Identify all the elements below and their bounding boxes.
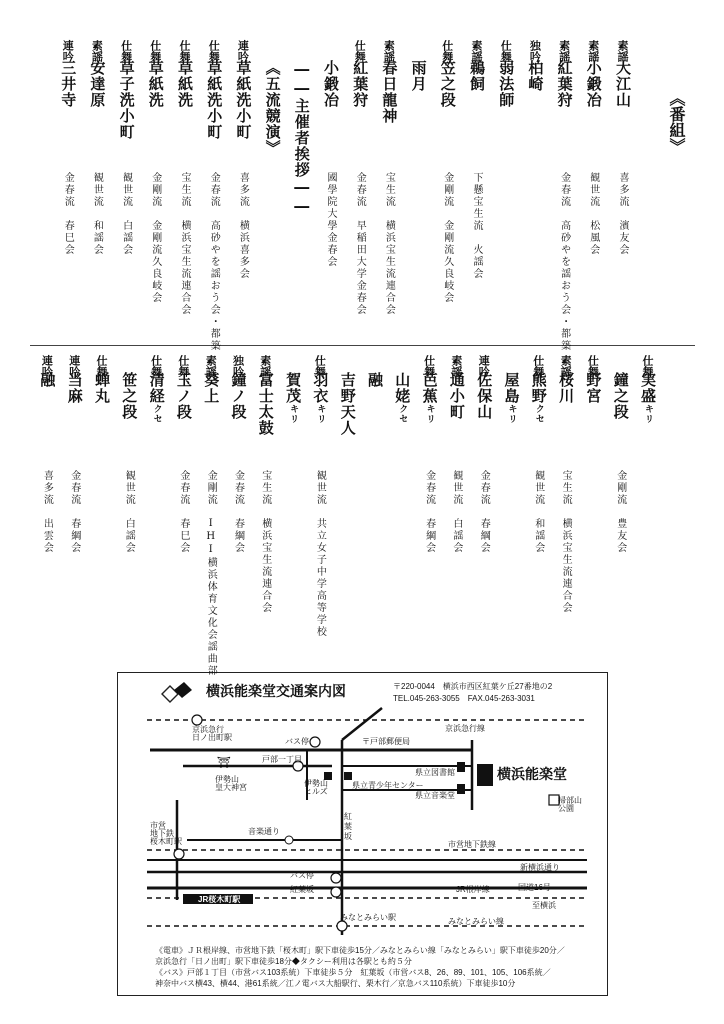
program-school: 喜多流 横浜喜多会 [237, 172, 249, 280]
program-title-text: 草紙洗 [146, 60, 165, 108]
program-title-text: 芭蕉 [420, 372, 439, 404]
program-school: 金春流 春巳会 [177, 470, 189, 554]
label-youth: 県立青少年センター [352, 781, 424, 790]
program-title-text: 柏崎 [526, 60, 545, 92]
program-title-text: 玉ノ段 [174, 372, 193, 420]
program-title-text: 雨月 [409, 60, 428, 92]
program-title-suffix: キリ [315, 404, 326, 424]
program-kind: 仕舞 [176, 355, 190, 377]
map-title: 横浜能楽堂交通案内図 [206, 683, 346, 699]
program-title [258, 372, 273, 436]
program-title-text: 鐘ノ段 [229, 372, 248, 420]
program-kind: 素謡 [586, 40, 600, 62]
label-tobe1: 戸部一丁目 [262, 755, 302, 764]
program-title-suffix: クセ [533, 404, 544, 424]
program-school: 金春流 早稲田大学金春会 [354, 172, 366, 316]
program-kind: 仕舞 [178, 40, 191, 62]
program-title-text: 草紙洗小町 [205, 60, 224, 140]
program-title-text: 桜川 [557, 372, 576, 404]
program-kind: 素謡 [557, 40, 571, 62]
program-kind: 素謡 [449, 355, 463, 377]
program-title-suffix: クセ [397, 404, 408, 424]
program-title [584, 372, 603, 404]
program-title-text: 紅葉狩 [351, 60, 370, 108]
program-title-text: 賀茂 [284, 372, 303, 404]
program-school: 下懸宝生流 火謡会 [471, 172, 482, 280]
program-title [119, 60, 134, 140]
label-kamonyama: 掃部山 公園 [558, 796, 582, 813]
post-office-icon [285, 836, 293, 844]
program-kind: 連吟 [40, 355, 54, 377]
program-title [440, 60, 455, 108]
label-shinyokohama: 新横浜通り [520, 863, 560, 872]
program-kind: 独吟 [528, 40, 542, 62]
subway-station-icon [174, 849, 184, 859]
jr-bus-icon [331, 887, 341, 897]
program-kind: 仕舞 [149, 355, 163, 377]
label-mm-line: みなとみらい線 [448, 917, 504, 926]
program-title [120, 372, 139, 420]
label-ongaku: 音楽通り [248, 827, 280, 836]
program-title-text: 吉野天人 [338, 372, 357, 436]
program-school: 宝生流 横浜宝生流連合会 [560, 470, 572, 614]
program-kind: 仕舞 [422, 355, 436, 377]
label-mm-station: みなとみらい駅 [340, 913, 396, 922]
program-school: 金春流 高砂やを謡おう会・都築 [208, 172, 220, 352]
program-title-text: 屋島 [502, 372, 521, 404]
program-title-text: 蝉丸 [93, 372, 111, 404]
program-kind: 仕舞 [586, 355, 600, 377]
section-divider [30, 345, 695, 346]
program-title [231, 372, 246, 420]
program-kind: 連吟 [477, 355, 491, 377]
note-line: 神奈中バス横43、横44、港61系統／江ノ電バス大船駅行、栗木行／京急バス110系統）下車徒歩10分 [155, 979, 516, 988]
program-school: 観世流 和謡会 [532, 470, 544, 554]
program-kind: 素謡 [382, 40, 396, 62]
program-kind: 仕舞 [95, 355, 108, 377]
program-title [380, 60, 399, 124]
program-school: 金剛流 IHI横浜体育文化会謡曲部 [205, 470, 217, 677]
label-jr-line: JR根岸線 [456, 885, 490, 894]
label-bus1: バス停 [285, 737, 309, 746]
program-school: 金春流 春綱会 [478, 470, 490, 554]
program-title-text: 草紙洗小町 [234, 60, 253, 140]
program-kind: 素謡 [470, 40, 483, 62]
program-kind: 仕舞 [313, 355, 327, 377]
program-title [411, 60, 426, 92]
program-title [323, 60, 338, 108]
program-title-text: 草紙洗 [176, 60, 194, 108]
label-iseyama: 伊勢山 皇大神宮 [215, 775, 247, 792]
program-school: 金春流 春綱会 [232, 470, 244, 554]
program-kind: 独吟 [231, 355, 245, 377]
program-title [340, 372, 355, 436]
program-title [557, 60, 572, 108]
program-school: 観世流 白謡会 [123, 470, 135, 554]
program-title-text: 笹之段 [120, 372, 139, 420]
program-kind: 連吟 [61, 40, 75, 62]
program-kind: 仕舞 [119, 40, 133, 62]
program-school: 宝生流 横浜宝生流連合会 [383, 172, 395, 316]
program-title [202, 372, 221, 404]
label-nohgakudo: 横浜能楽堂 [497, 766, 567, 782]
program-title [449, 372, 464, 420]
program-title-text: 安達原 [88, 60, 107, 108]
label-library: 県立図書館 [415, 768, 455, 777]
label-subway-line: 市営地下鉄線 [448, 840, 496, 849]
program-title [205, 60, 224, 140]
program-title-text: 鵜飼 [468, 60, 486, 92]
program-kind: 仕舞 [531, 355, 545, 377]
program-title-text: 《五流競演》 [263, 60, 282, 156]
program-title-text: 鐘之段 [611, 372, 630, 420]
youth-center-building [344, 772, 352, 780]
program-title [615, 60, 630, 108]
momijizaka-bus-icon [331, 873, 341, 883]
program-kind: 仕舞 [499, 40, 513, 62]
program-school: 観世流 白謡会 [120, 172, 132, 256]
label-subway-station: 市営 地下鉄 桜木町駅 [150, 821, 182, 846]
program-title-text: 山姥 [393, 372, 412, 404]
label-momijizaka: 紅 葉 坂 [344, 812, 352, 841]
program-title-text: 春日龍神 [380, 60, 399, 124]
program-title-text: 実盛 [639, 372, 657, 404]
program-title [526, 60, 545, 92]
program-title [351, 60, 370, 108]
program-title [475, 372, 494, 420]
program-title [294, 60, 309, 216]
program-kind: 仕舞 [353, 40, 367, 62]
program-title [311, 372, 330, 424]
program-kind: 素謡 [616, 40, 629, 62]
program-title [59, 60, 78, 108]
program-kind: 仕舞 [148, 40, 162, 62]
label-jr-station: JR桜木町駅 [198, 895, 241, 904]
program-school: 喜多流 濱友会 [617, 172, 628, 256]
program-school: 宝生流 横浜宝生流連合会 [259, 470, 271, 614]
program-title [38, 372, 57, 388]
program-title [265, 60, 280, 156]
program-title [67, 372, 82, 404]
program-title-suffix: クセ [151, 404, 162, 424]
program-kind: 素謡 [204, 355, 218, 377]
program-title-text: 小鍛冶 [584, 60, 603, 108]
program-kind: 連吟 [67, 355, 81, 377]
program-school: 金春流 高砂やを謡おう会・都築 [558, 172, 570, 352]
label-tobe-post: 〒戸部郵便局 [362, 737, 410, 746]
program-title-text: 弱法師 [497, 60, 516, 108]
program-kind: 連吟 [236, 40, 250, 62]
program-title-suffix: キリ [288, 404, 299, 424]
program-school: 金剛流 金剛流久良岐会 [441, 172, 453, 304]
program-kind: 仕舞 [641, 355, 654, 377]
program-school: 宝生流 横浜宝生流連合会 [179, 172, 190, 316]
label-music: 県立音楽堂 [415, 791, 455, 800]
program-school: 観世流 松風会 [587, 172, 599, 256]
program-heading: 《番組》 [667, 90, 686, 154]
program-kind: 素謡 [90, 40, 104, 62]
program-title [586, 60, 601, 108]
bus-stop-icon [310, 737, 320, 747]
program-title-suffix: キリ [643, 404, 653, 424]
program-title-text: 小鍛冶 [322, 60, 340, 108]
program-title-suffix: キリ [424, 404, 435, 424]
label-keikyu: 京浜急行線 [445, 724, 485, 733]
program-title [94, 372, 109, 404]
program-title [393, 372, 412, 424]
program-title-text: 羽衣 [311, 372, 330, 404]
program-school: 喜多流 出雲会 [41, 470, 53, 554]
program-title [531, 372, 546, 424]
music-hall-building [457, 784, 465, 794]
program-kind: 素謡 [258, 355, 272, 377]
program-school: 金春流 春綱会 [68, 470, 80, 554]
program-title-text: ――主催者挨拶―― [292, 60, 311, 216]
program-kind: 仕舞 [207, 40, 221, 62]
address-line-2: TEL.045-263-3055 FAX.045-263-3031 [393, 694, 535, 703]
label-to-hama: 至横浜 [532, 901, 556, 910]
label-momiji2: 紅葉坂 [290, 885, 314, 894]
label-hinodecho: 京浜急行 日ノ出町駅 [192, 725, 232, 742]
program-school: 観世流 白謡会 [450, 470, 462, 554]
program-title [234, 60, 253, 140]
program-title [284, 372, 303, 424]
label-hills: 伊勢山 ヒルズ [304, 779, 328, 796]
program-title-text: 当麻 [65, 372, 84, 404]
label-bus2: バス停 [290, 871, 314, 880]
hinodecho-station-icon [192, 715, 202, 725]
program-title-text: 葵上 [202, 372, 221, 404]
program-title-text: 融 [38, 372, 57, 388]
program-title-suffix: キリ [506, 404, 517, 424]
program-title [557, 372, 576, 404]
program-school: 金剛流 豊友会 [614, 470, 626, 554]
note-line: 京浜急行「日ノ出町」駅下車徒歩18分◆タクシー利用は各駅とも約５分 [155, 957, 412, 966]
shrine-icon: ⛩ [217, 757, 231, 769]
program-title-text: 富士太鼓 [256, 372, 275, 436]
program-title [640, 372, 655, 424]
access-notes [155, 945, 595, 989]
program-title-text: 野宮 [584, 372, 603, 404]
note-line: 《バス》戸部１丁目（市営バス103系統）下車徒歩５分 紅葉坂（市営バス8、26、89、101、105、106系統／ [155, 968, 551, 977]
program-title-text: 紅葉狩 [555, 60, 574, 108]
program-title-text: 大江山 [614, 60, 632, 108]
program-title [504, 372, 519, 424]
program-title [613, 372, 628, 420]
note-line: 《電車》ＪＲ根岸線、市営地下鉄「桜木町」駅下車徒歩15分／みなとみらい線「みなとみらい」駅下車徒歩20分／ [155, 946, 565, 955]
mm-station-icon [337, 921, 347, 931]
street-diagonal [342, 708, 382, 740]
program-kind: 仕舞 [440, 40, 454, 62]
program-title-text: 通小町 [447, 372, 466, 420]
program-title-text: 佐保山 [475, 372, 494, 420]
program-title-text: 熊野 [529, 372, 548, 404]
program-title [469, 60, 484, 92]
program-title [367, 372, 382, 388]
program-school: 観世流 和謡会 [91, 172, 103, 256]
program-title [88, 60, 107, 108]
program-title [422, 372, 437, 424]
program-title-text: 三井寺 [59, 60, 78, 108]
program-school: 金剛流 金剛流久良岐会 [149, 172, 161, 304]
program-school: 國學院大學金春会 [325, 172, 336, 268]
program-school: 金春流 春巳会 [62, 172, 74, 256]
program-title [497, 60, 516, 108]
program-title-text: 草子洗小町 [117, 60, 136, 140]
program-title-text: 笠之段 [438, 60, 457, 108]
program-title-text: 清経 [147, 372, 166, 404]
program-title [177, 60, 192, 108]
program-school: 観世流 共立女子中学高等学校 [314, 470, 326, 638]
program-title-text: 融 [366, 372, 384, 388]
program-title [148, 60, 163, 108]
program-kind: 素謡 [559, 355, 573, 377]
address-line-1: 〒220-0044 横浜市西区紅葉ケ丘27番地の2 [393, 682, 553, 691]
program-school: 金春流 春綱会 [423, 470, 435, 554]
library-building [457, 762, 465, 772]
label-route16: 国道16号 [518, 883, 551, 892]
program-title [176, 372, 191, 420]
nohgakudo-building [477, 764, 493, 786]
program-title [149, 372, 164, 424]
